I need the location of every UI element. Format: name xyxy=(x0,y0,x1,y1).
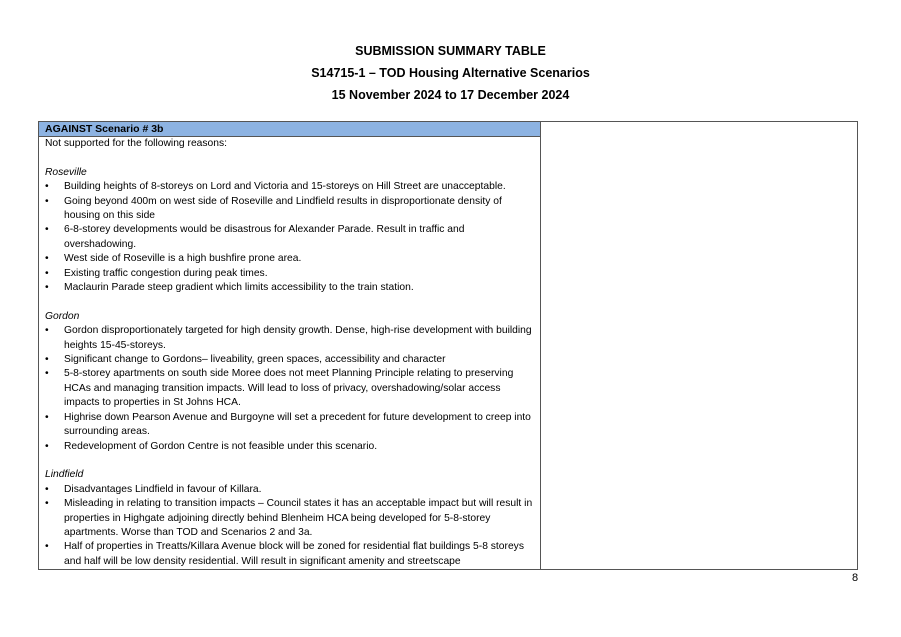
list-item xyxy=(45,540,534,569)
section-heading: Roseville xyxy=(45,166,87,178)
submission-content xyxy=(39,137,540,569)
list-item xyxy=(45,411,534,440)
list-item xyxy=(45,281,534,295)
list-item-text: Disadvantages Lindfield in favour of Killara. xyxy=(64,483,262,495)
list-item-text: Building heights of 8-storeys on Lord and Victoria and 15-storeys on Hill Street are unacceptable. xyxy=(64,181,506,193)
list-item-text: Going beyond 400m on west side of Roseville and Lindfield results in disproportionate density of housing on this side xyxy=(64,195,502,222)
bullet-icon: • xyxy=(45,282,49,294)
document-title: SUBMISSION SUMMARY TABLE xyxy=(355,44,546,58)
section-heading: Lindfield xyxy=(45,469,84,481)
submission-table xyxy=(38,121,858,570)
list-item-text: Significant change to Gordons– liveability, green spaces, accessibility and character xyxy=(64,354,446,366)
list-item-text: West side of Roseville is a high bushfire prone area. xyxy=(64,253,302,265)
list-item-text: 5-8-storey apartments on south side Moree does not meet Planning Principle relating to preserving HCAs and managing transition impacts. Will lead to loss of privacy, overshadowing/solar access impacts to properties in St Johns HCA. xyxy=(64,368,514,409)
blank-line xyxy=(45,454,534,468)
list-item xyxy=(45,267,534,281)
section-bullet-list xyxy=(45,324,534,454)
bullet-icon: • xyxy=(45,267,49,279)
bullet-icon: • xyxy=(45,325,49,337)
bullet-icon: • xyxy=(45,541,49,553)
bullet-icon: • xyxy=(45,440,49,452)
list-item-text: Misleading in relating to transition impacts – Council states it has an acceptable impact but will result in properties in Highgate adjoining directly behind Blenheim HCA being developed for 5-8-storey apartments. Worse than TOD and Scenarios 2 and 3a. xyxy=(64,498,533,538)
bullet-icon: • xyxy=(45,411,49,423)
bullet-icon: • xyxy=(45,195,49,207)
scenario-heading: AGAINST Scenario # 3b xyxy=(39,122,540,137)
list-item xyxy=(45,440,534,454)
list-item xyxy=(45,353,534,367)
document-date-range: 15 November 2024 to 17 December 2024 xyxy=(331,88,570,102)
blank-line xyxy=(45,151,534,165)
list-item xyxy=(45,483,534,497)
list-item-text: Half of properties in Treatts/Killara Avenue block will be zoned for residential flat buildings 5-8 storeys and half will be low density residential. Will result in significant amenity and streetscape xyxy=(64,541,524,567)
section-bullet-list xyxy=(45,483,534,569)
page-number: 8 xyxy=(852,572,859,584)
intro-text: Not supported for the following reasons: xyxy=(45,138,228,149)
list-item-text: Gordon disproportionately targeted for high density growth. Dense, high-rise development with building heights 15-45-storeys. xyxy=(64,325,532,351)
list-item-text: Maclaurin Parade steep gradient which limits accessibility to the train station. xyxy=(64,282,414,294)
list-item xyxy=(45,367,534,410)
list-item-text: 6-8-storey developments would be disastrous for Alexander Parade. Result in traffic and overshadowing. xyxy=(64,224,465,250)
bullet-icon: • xyxy=(45,181,49,193)
section-heading: Gordon xyxy=(45,310,80,322)
section-bullet-list xyxy=(45,180,534,295)
submission-column xyxy=(39,122,541,569)
list-item xyxy=(45,252,534,266)
blank-line xyxy=(45,295,534,309)
bullet-icon: • xyxy=(45,498,49,510)
list-item xyxy=(45,223,534,252)
bullet-icon: • xyxy=(45,224,49,236)
list-item xyxy=(45,497,534,540)
list-item xyxy=(45,324,534,353)
bullet-icon: • xyxy=(45,483,49,495)
bullet-icon: • xyxy=(45,253,49,265)
list-item xyxy=(45,195,534,224)
document-subtitle: S14715-1 – TOD Housing Alternative Scenarios xyxy=(311,66,590,80)
bullet-icon: • xyxy=(45,368,49,380)
list-item-text: Existing traffic congestion during peak times. xyxy=(64,267,268,279)
bullet-icon: • xyxy=(45,354,49,366)
list-item xyxy=(45,180,534,194)
list-item-text: Redevelopment of Gordon Centre is not feasible under this scenario. xyxy=(64,440,378,452)
list-item-text: Highrise down Pearson Avenue and Burgoyne will set a precedent for future development to creep into surrounding areas. xyxy=(64,411,531,438)
